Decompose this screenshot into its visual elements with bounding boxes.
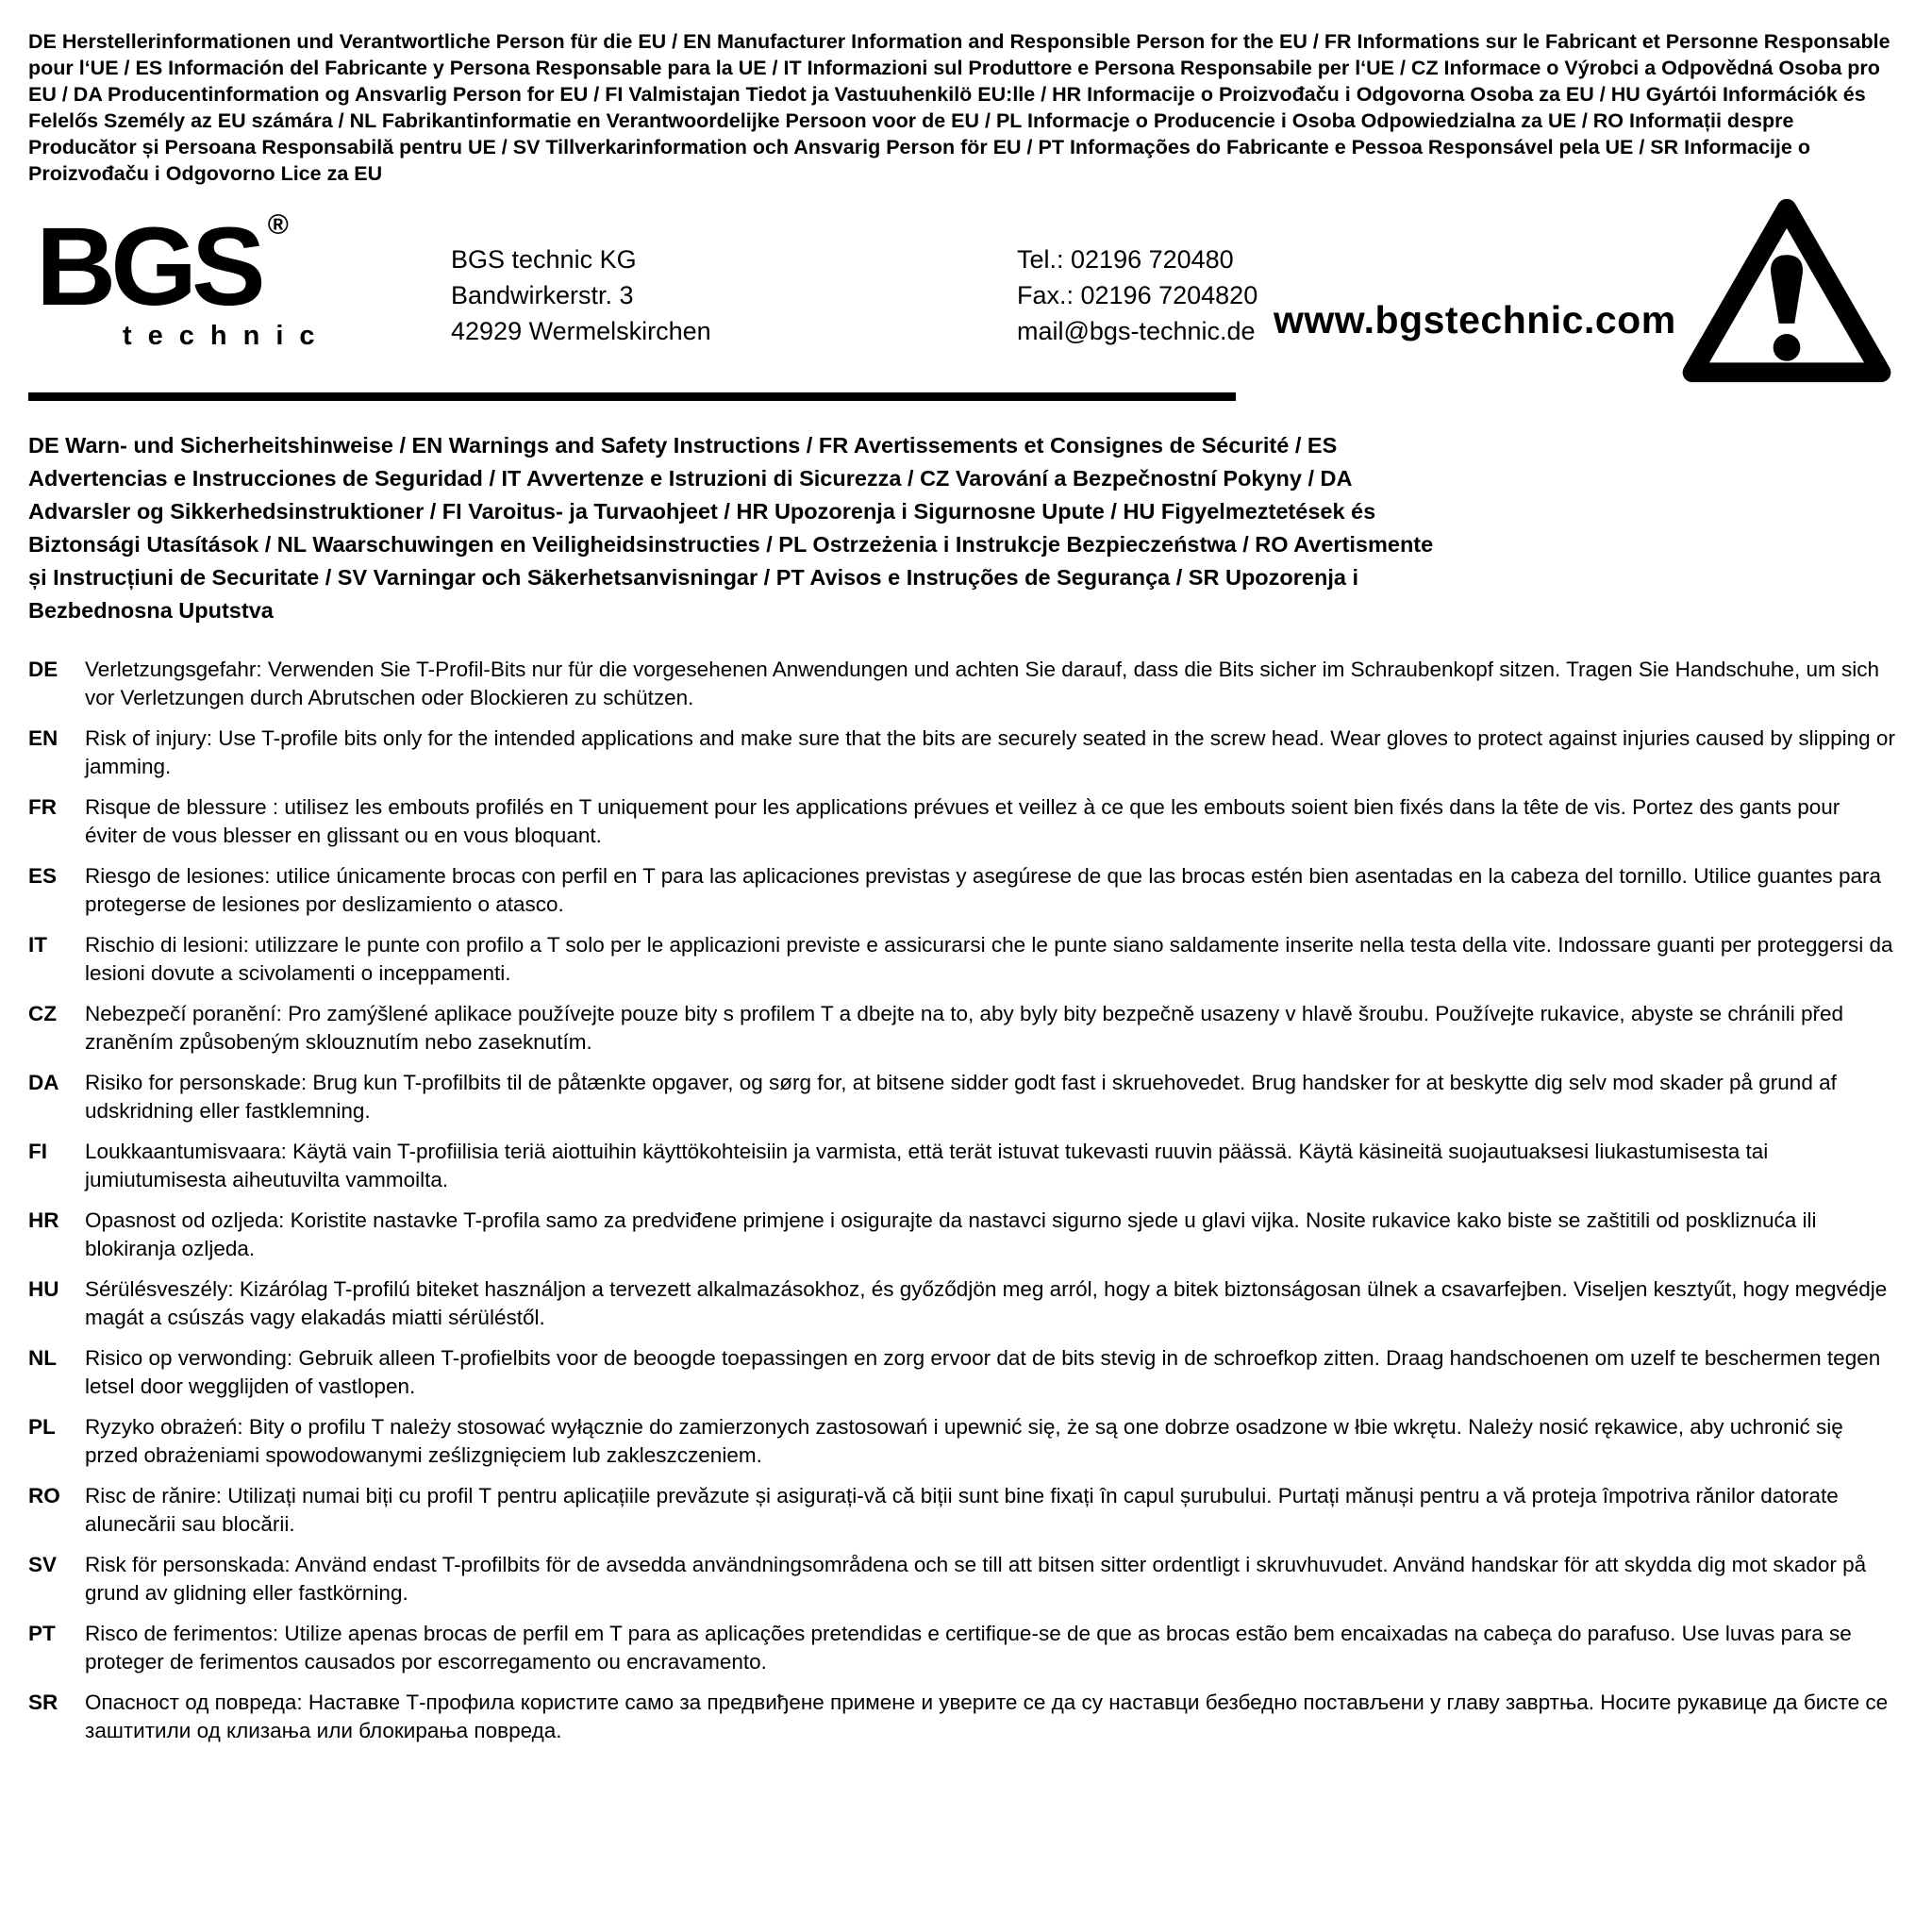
- warning-item-da: [28, 1069, 1896, 1125]
- warning-triangle-icon: [1679, 196, 1894, 385]
- warning-text: Опасност од повреда: Наставке Т-профила користите само за предвиђене примене и уверите се да су наставци безбедно постављени у главу завртња. Носите рукавице да бисте се заштитили од клизања или блокирања повреда.: [85, 1690, 1889, 1742]
- logo-text: BGS: [36, 205, 260, 329]
- registered-trademark-icon: ®: [267, 209, 289, 241]
- warning-text: Risco de ferimentos: Utilize apenas brocas de perfil em T para as aplicações pretendidas e certifique-se de que as brocas estão bem encaixadas na cabeça do parafuso. Use luvas para se proteger de ferimentos causados por escorregamento ou encravamento.: [85, 1622, 1852, 1674]
- warning-text: Opasnost od ozljeda: Koristite nastavke T-profila samo za predviđene primjene i osigurajte da nastavci sigurno sjede u glavi vijka. Nosite rukavice kako biste se zaštitili od poskliznuća ili blokiranja ozljeda.: [85, 1208, 1817, 1260]
- warning-text: Verletzungsgefahr: Verwenden Sie T-Profil-Bits nur für die vorgesehenen Anwendungen und achten Sie darauf, dass die Bits sicher im Schraubenkopf sitzen. Tragen Sie Handschuhe, um sich vor Verletzungen durch Abrutschen oder Blockieren zu schützen.: [85, 658, 1879, 709]
- warning-item-en: [28, 724, 1896, 781]
- manufacturer-info-header: DE Herstellerinformationen und Verantwortliche Person für die EU / EN Manufacturer Information and Responsible Person for the EU / FR Informations sur le Fabricant et Personne Responsable pour l‘UE / ES Información del Fabricante y Persona Responsable para la UE / IT Informazioni sul Produttore e Persona Responsabile per l‘UE / CZ Informace o Výrobci a Odpovědná Osoba pro EU / DA Producentinformation og Ansvarlig Person for EU / FI Valmistajan Tiedot ja Vastuuhenkilö EU:lle / HR Informacije o Proizvođaču i Odgovorna Osoba za EU / HU Gyártói Információk és Felelős Személy az EU számára / NL Fabrikantinformatie en Verantwoordelijke Persoon voor de EU / PL Informacje o Producencie i Osoba Odpowiedzialna za UE / RO Informații despre Producător și Persoana Responsabilă pentru UE / SV Tillverkarinformation och Ansvarig Person för EU / PT Informações do Fabricante e Pessoa Responsável pela UE / SR Informacije o Proizvođaču i Odgovorno Lice za EU: [28, 30, 1890, 185]
- warning-text: Nebezpečí poranění: Pro zamýšlené aplikace používejte pouze bity s profilem T a dbejte na to, aby byly bity bezpečně usazeny v hlavě šroubu. Používejte rukavice, abyste se chránili před zraněním způsobeným sklouznutím nebo zaseknutím.: [85, 1002, 1843, 1054]
- warning-item-hu: [28, 1275, 1896, 1332]
- language-code: HU: [28, 1277, 59, 1301]
- company-address: [451, 242, 711, 349]
- language-code: ES: [28, 864, 58, 888]
- warning-item-fr: [28, 793, 1896, 850]
- warnings-list: [28, 656, 1896, 1745]
- company-tel: Tel.: 02196 720480: [1017, 245, 1234, 274]
- company-fax: Fax.: 02196 7204820: [1017, 281, 1258, 309]
- language-code: IT: [28, 933, 47, 957]
- warning-item-sr: [28, 1689, 1896, 1745]
- logo-wordmark: [36, 205, 331, 329]
- warning-text: Rischio di lesioni: utilizzare le punte con profilo a T solo per le applicazioni previste e assicurarsi che le punte siano saldamente inserite nella testa della vite. Indossare guanti per proteggersi da lesioni dovute a scivolamenti o inceppamenti.: [85, 933, 1893, 985]
- warning-text: Risico op verwonding: Gebruik alleen T-profielbits voor de beoogde toepassingen en zorg ervoor dat de bits stevig in de schroefkop zitten. Draag handschoenen om uzelf te beschermen tegen letsel door wegglijden of vastlopen.: [85, 1346, 1881, 1398]
- logo-subtext: technic: [123, 321, 331, 351]
- warning-text: Risiko for personskade: Brug kun T-profilbits til de påtænkte opgaver, og sørg for, at bitsene sidder godt fast i skruehovedet. Brug handsker for at beskytte dig selv mod skader på grund af udskridning eller fastklemning.: [85, 1071, 1837, 1123]
- warning-item-pt: [28, 1620, 1896, 1676]
- language-code: DE: [28, 658, 58, 681]
- warning-item-hr: [28, 1207, 1896, 1263]
- language-code: HR: [28, 1208, 59, 1232]
- warning-text: Sérülésveszély: Kizárólag T-profilú biteket használjon a tervezett alkalmazásokhoz, és győződjön meg arról, hogy a bitek biztonságosan ülnek a csavarfejben. Viseljen kesztyűt, hogy megvédje magát a csúszás vagy elakadás miatti sérüléstől.: [85, 1277, 1888, 1329]
- language-code: PT: [28, 1622, 56, 1645]
- language-code: EN: [28, 726, 58, 750]
- company-email: mail@bgs-technic.de: [1017, 317, 1256, 345]
- warning-item-it: [28, 931, 1896, 988]
- warning-item-nl: [28, 1344, 1896, 1401]
- warning-text: Risk för personskada: Använd endast T-profilbits för de avsedda användningsområdena och se till att bitsen sitter ordentligt i skruvhuvudet. Använd handskar för att skydda dig mot skador på grund av glidning eller fastkörning.: [85, 1553, 1867, 1605]
- divider: [28, 392, 1236, 401]
- warning-text: Ryzyko obrażeń: Bity o profilu T należy stosować wyłącznie do zamierzonych zastosowań i upewnić się, że są one dobrze osadzone w łbie wkrętu. Należy nosić rękawice, aby uchronić się przed obrażeniami spowodowanymi ześlizgnięciem lub zakleszczeniem.: [85, 1415, 1843, 1467]
- warning-text: Risk of injury: Use T-profile bits only for the intended applications and make sure that the bits are securely seated in the screw head. Wear gloves to protect against injuries caused by slipping or jamming.: [85, 726, 1895, 778]
- company-city: 42929 Wermelskirchen: [451, 317, 711, 345]
- language-code: SR: [28, 1690, 58, 1714]
- warning-item-cz: [28, 1000, 1896, 1057]
- warnings-header: DE Warn- und Sicherheitshinweise / EN Warnings and Safety Instructions / FR Avertissements et Consignes de Sécurité / ES Advertencias e Instrucciones de Seguridad / IT Avvertenze e Istruzioni di Sicurezza / CZ Varování a Bezpečnostní Pokyny / DA Advarsler og Sikkerhedsinstruktioner / FI Varoitus- ja Turvaohjeet / HR Upozorenja i Sigurnosne Upute / HU Figyelmeztetések és Biztonsági Utasítások / NL Waarschuwingen en Veiligheidsinstructies / PL Ostrzeżenia i Instrukcje Bezpieczeństwa / RO Avertismente și Instrucțiuni de Securitate / SV Varningar och Säkerhetsanvisningar / PT Avisos e Instruções de Segurança / SR Upozorenja i Bezbednosna Uputstva: [28, 433, 1434, 623]
- website-url: www.bgstechnic.com: [1274, 298, 1676, 341]
- language-code: FR: [28, 795, 57, 819]
- company-name: BGS technic KG: [451, 245, 637, 274]
- language-code: RO: [28, 1484, 60, 1507]
- language-code: NL: [28, 1346, 57, 1370]
- warning-text: Risque de blessure : utilisez les embouts profilés en T uniquement pour les applications prévues et veillez à ce que les embouts soient bien fixés dans la tête de vis. Portez des gants pour éviter de vous blesser en glissant ou en vous bloquant.: [85, 795, 1840, 847]
- warning-item-ro: [28, 1482, 1896, 1539]
- warning-item-sv: [28, 1551, 1896, 1607]
- bgs-logo: [36, 205, 331, 351]
- company-contact: [1017, 242, 1257, 349]
- warning-text: Loukkaantumisvaara: Käytä vain T-profiilisia teriä aiottuihin käyttökohteisiin ja varmista, että terät istuvat tukevasti ruuvin päässä. Käytä käsineitä suojautuaksesi liukastumisesta tai jumiutumisesta aiheutuvilta vammoilta.: [85, 1140, 1769, 1191]
- language-code: CZ: [28, 1002, 57, 1025]
- company-street: Bandwirkerstr. 3: [451, 281, 634, 309]
- letterhead: [28, 187, 1896, 392]
- warning-item-pl: [28, 1413, 1896, 1470]
- warning-item-fi: [28, 1138, 1896, 1194]
- warning-item-de: [28, 656, 1896, 712]
- language-code: SV: [28, 1553, 58, 1576]
- warning-text: Riesgo de lesiones: utilice únicamente brocas con perfil en T para las aplicaciones previstas y asegúrese de que las brocas estén bien asentadas en la cabeza del tornillo. Utilice guantes para protegerse de lesiones por deslizamiento o atasco.: [85, 864, 1882, 916]
- warning-text: Risc de rănire: Utilizați numai biți cu profil T pentru aplicațiile prevăzute și asigurați-vă că biții sunt bine fixați în capul șurubului. Purtați mănuși pentru a vă proteja împotriva rănilor datorate alunecării sau blocării.: [85, 1484, 1839, 1536]
- language-code: DA: [28, 1071, 59, 1094]
- language-code: PL: [28, 1415, 56, 1439]
- language-code: FI: [28, 1140, 47, 1163]
- warning-item-es: [28, 862, 1896, 919]
